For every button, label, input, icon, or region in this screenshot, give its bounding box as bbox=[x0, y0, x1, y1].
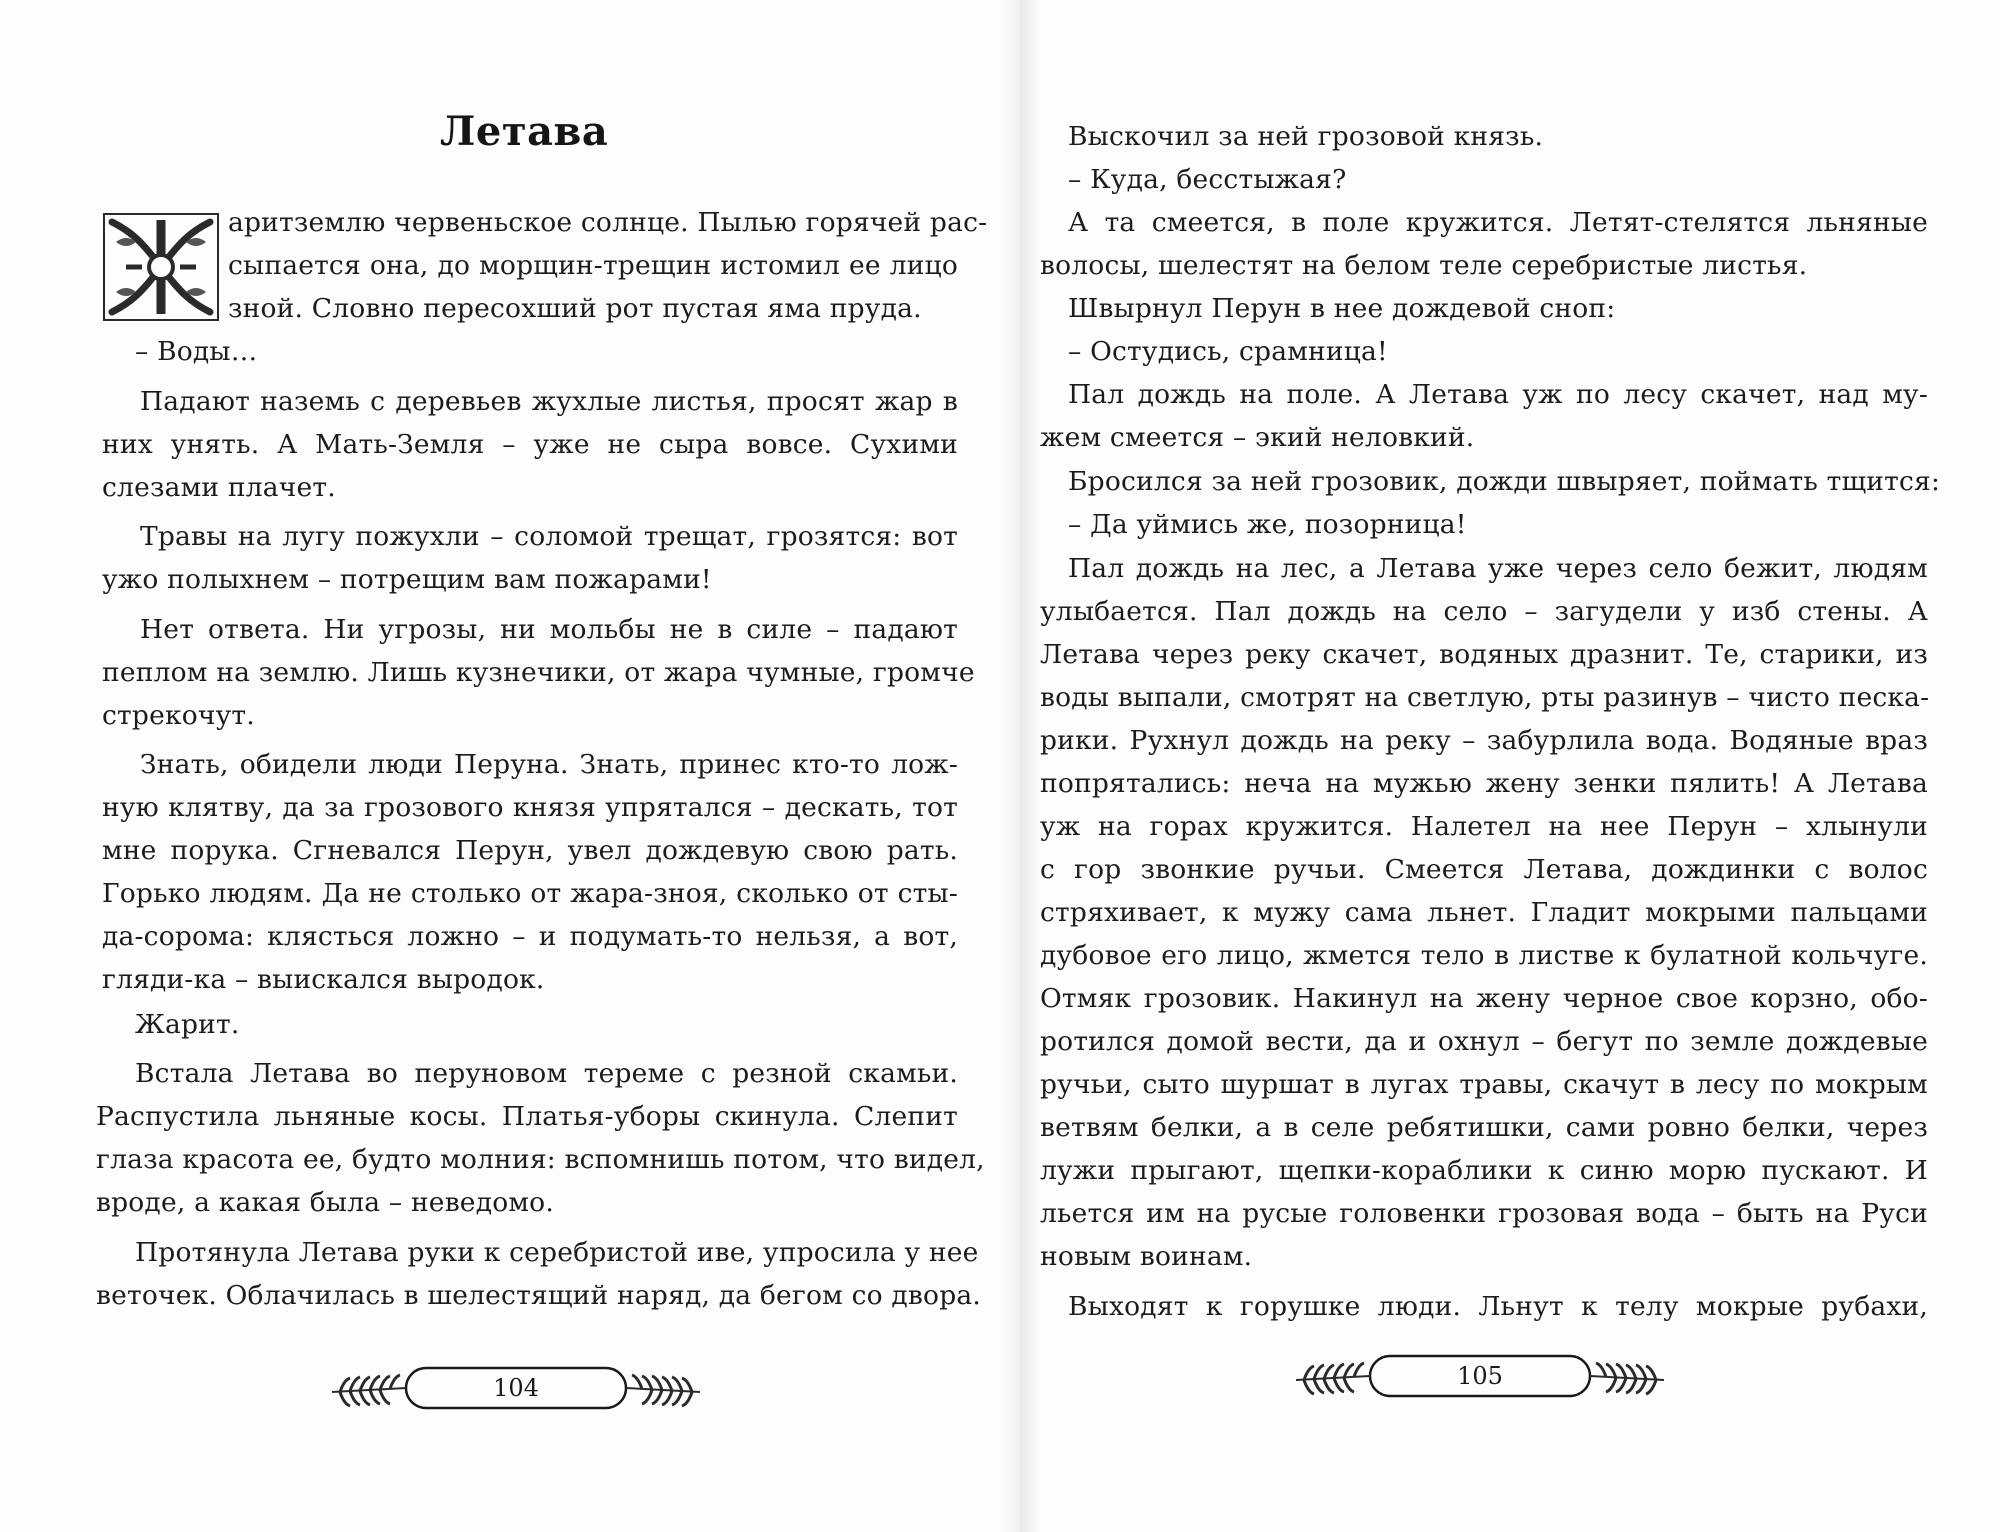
text-line: веточек. Облачилась в шелестящий наряд, да бегом со двора. bbox=[96, 1280, 981, 1311]
page-number: 105 bbox=[1457, 1362, 1503, 1390]
text-line: Нет ответа. Ни угрозы, ни мольбы не в силе – падают bbox=[140, 614, 958, 645]
text-line: попрятались: неча на мужью жену зенки пялить! А Летава bbox=[1040, 768, 1928, 799]
right-page bbox=[1010, 0, 2000, 1532]
text-line: – Остудись, срамница! bbox=[1068, 336, 1388, 367]
text-line: – Воды… bbox=[135, 336, 258, 367]
text-line: волосы, шелестят на белом теле серебристые листья. bbox=[1040, 250, 1808, 281]
text-line: Отмяк грозовик. Накинул на жену черное свое корзно, обо- bbox=[1040, 983, 1928, 1014]
text-line: Выходят к горушке люди. Льнут к телу мокрые рубахи, bbox=[1068, 1291, 1928, 1322]
text-line: Выскочил за ней грозовой князь. bbox=[1068, 121, 1544, 152]
text-line: ручьи, сыто шуршат в лугах травы, скачут в лесу по мокрым bbox=[1040, 1069, 1928, 1100]
text-line: Бросился за ней грозовик, дожди швыряет, поймать тщится: bbox=[1068, 466, 1941, 497]
text-line: Горько людям. Да не столько от жара-зноя, сколько от сты- bbox=[102, 878, 958, 909]
text-line: Пал дождь на лес, а Летава уже через село бежит, людям bbox=[1068, 553, 1928, 584]
text-line: Распустила льняные косы. Платья-уборы скинула. Слепит bbox=[96, 1101, 958, 1132]
text-line: – Куда, бесстыжая? bbox=[1068, 164, 1347, 195]
text-line: уж на горах кружится. Налетел на нее Перун – хлынули bbox=[1040, 811, 1928, 842]
text-line: да-сорома: клясться ложно – и подумать-то нельзя, а вот, bbox=[102, 921, 958, 952]
text-line: ротился домой вести, да и охнул – бегут по земле дождевые bbox=[1040, 1026, 1928, 1057]
text-line: стрекочут. bbox=[102, 700, 255, 731]
text-line: аритземлю червеньское солнце. Пылью горячей рас- bbox=[228, 207, 988, 238]
text-line: – Да уймись же, позорница! bbox=[1068, 509, 1467, 540]
text-line: Пал дождь на поле. А Летава уж по лесу скачет, над му- bbox=[1068, 379, 1928, 410]
text-line: них унять. А Мать-Земля – уже не сыра вовсе. Сухими bbox=[102, 429, 958, 460]
text-line: мне порука. Сгневался Перун, увел дождевую свою рать. bbox=[102, 835, 958, 866]
chapter-title: Летава bbox=[440, 108, 609, 155]
text-line: ную клятву, да за грозового князя упрятался – дескать, тот bbox=[102, 792, 958, 823]
text-line: ужо полыхнем – потрещим вам пожарами! bbox=[102, 564, 712, 595]
text-line: Встала Летава во перуновом тереме с резной скамьи. bbox=[135, 1058, 958, 1089]
text-line: новым воинам. bbox=[1040, 1241, 1253, 1272]
text-line: Травы на лугу пожухли – соломой трещат, грозятся: вот bbox=[140, 521, 958, 552]
text-line: Падают наземь с деревьев жухлые листья, просят жар в bbox=[140, 386, 958, 417]
text-line: дубовое его лицо, жмется тело в листве к булатной кольчуге. bbox=[1040, 940, 1928, 971]
text-line: глаза красота ее, будто молния: вспомнишь потом, что видел, bbox=[96, 1144, 985, 1175]
text-line: пеплом на землю. Лишь кузнечики, от жара чумные, громче bbox=[102, 657, 975, 688]
text-line: с гор звонкие ручьи. Смеется Летава, дождинки с волос bbox=[1040, 854, 1928, 885]
text-line: Жарит. bbox=[135, 1009, 240, 1040]
text-line: жем смеется – экий неловкий. bbox=[1040, 422, 1475, 453]
drop-cap-ornament bbox=[102, 212, 220, 322]
text-line: А та смеется, в поле кружится. Летят-стелятся льняные bbox=[1068, 207, 1928, 238]
drop-cap-ornament-icon bbox=[102, 212, 220, 322]
page-number-ornament bbox=[1290, 1350, 1670, 1406]
text-line: льется им на русые головенки грозовая вода – быть на Руси bbox=[1040, 1198, 1928, 1229]
text-line: улыбается. Пал дождь на село – загудели у изб стены. А bbox=[1040, 596, 1928, 627]
text-line: Протянула Летава руки к серебристой иве, упросила у нее bbox=[135, 1237, 979, 1268]
text-line: стряхивает, к мужу сама льнет. Гладит мокрыми пальцами bbox=[1040, 897, 1928, 928]
text-line: Знать, обидели люди Перуна. Знать, принес кто-то лож- bbox=[140, 749, 958, 780]
text-line: гляди-ка – выискался выродок. bbox=[102, 964, 545, 995]
text-line: вроде, а какая была – неведомо. bbox=[96, 1187, 554, 1218]
text-line: слезами плачет. bbox=[102, 472, 336, 503]
page-number-ornament bbox=[326, 1362, 706, 1418]
text-line: Летава через реку скачет, водяных дразнит. Те, старики, из bbox=[1040, 639, 1928, 670]
text-line: рики. Рухнул дождь на реку – забурлила вода. Водяные враз bbox=[1040, 725, 1928, 756]
text-line: ветвям белки, а в селе ребятишки, сами ровно белки, через bbox=[1040, 1112, 1928, 1143]
text-line: сыпается она, до морщин-трещин истомил ее лицо bbox=[228, 250, 958, 281]
text-line: Швырнул Перун в нее дождевой сноп: bbox=[1068, 293, 1616, 324]
text-line: лужи прыгают, щепки-кораблики к синю морю пускают. И bbox=[1040, 1155, 1928, 1186]
page-number: 104 bbox=[493, 1374, 539, 1402]
text-line: воды выпали, смотрят на светлую, рты разинув – чисто песка- bbox=[1040, 682, 1930, 713]
text-line: зной. Словно пересохший рот пустая яма пруда. bbox=[228, 293, 922, 324]
